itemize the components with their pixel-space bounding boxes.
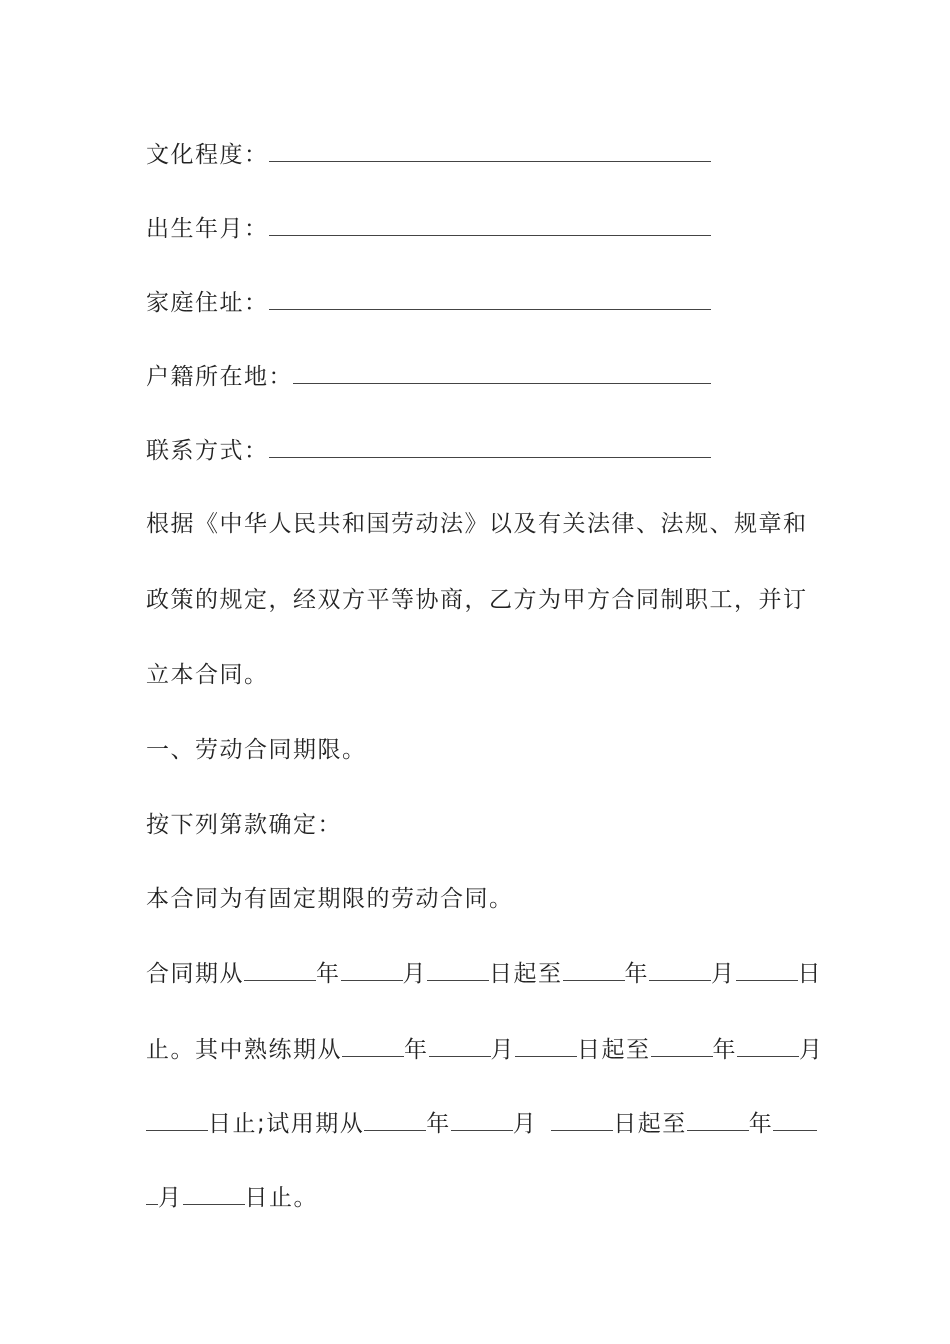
fill-blank[interactable] (269, 435, 711, 458)
fill-blank[interactable] (649, 958, 711, 981)
field-label: 文化程度： (146, 142, 269, 168)
fill-blank[interactable] (427, 958, 489, 981)
fill-blank[interactable] (183, 1182, 245, 1205)
term-line-2 (146, 1034, 824, 1065)
term-text: 止。 (146, 1037, 195, 1063)
term-line-1 (146, 958, 822, 989)
fill-blank[interactable] (773, 1108, 817, 1131)
section-intro: 按下列第款确定： (146, 812, 342, 838)
term-text: 年 (748, 1111, 774, 1137)
preamble-line: 根据《中华人民共和国劳动法》以及有关法律、法规、规章和 (146, 511, 808, 537)
fill-blank[interactable] (687, 1108, 749, 1131)
fill-blank[interactable] (269, 287, 711, 310)
fill-blank[interactable] (736, 958, 798, 981)
fill-blank[interactable] (269, 139, 711, 162)
fill-blank[interactable] (563, 958, 625, 981)
fill-blank[interactable] (146, 1108, 208, 1131)
term-text: ;试用期从 (257, 1111, 365, 1137)
fill-blank[interactable] (364, 1108, 426, 1131)
preamble-line: 政策的规定，经双方平等协商，乙方为甲方合同制职工，并订 (146, 587, 808, 613)
term-text: 年 (426, 1111, 451, 1137)
fill-blank[interactable] (341, 958, 403, 981)
term-text: 月 (711, 961, 736, 987)
term-line-3 (146, 1108, 817, 1139)
field-label: 家庭住址： (146, 290, 269, 316)
term-text: 合同期从 (146, 961, 244, 987)
field-contact (146, 435, 711, 466)
field-household-registration (146, 361, 711, 392)
term-text: 年 (316, 961, 341, 987)
term-text: 年 (624, 961, 649, 987)
fill-blank[interactable] (551, 1108, 613, 1131)
field-label: 出生年月： (146, 216, 269, 242)
field-label: 户籍所在地： (146, 364, 293, 390)
field-home-address (146, 287, 711, 318)
term-text: 月 (158, 1185, 183, 1211)
field-education (146, 139, 711, 170)
fill-blank[interactable] (269, 213, 711, 236)
fill-blank[interactable] (244, 958, 316, 981)
fill-blank[interactable] (737, 1034, 799, 1057)
term-text: 月 (799, 1037, 824, 1063)
preamble-line: 立本合同。 (146, 662, 269, 688)
fill-blank[interactable] (429, 1034, 491, 1057)
fill-blank[interactable] (342, 1034, 404, 1057)
term-text: 月 (402, 961, 427, 987)
term-text: 其中熟练期从 (195, 1037, 342, 1063)
section-heading: 一、劳动合同期限。 (146, 737, 367, 763)
term-text: 日止。 (244, 1185, 318, 1211)
field-label: 联系方式： (146, 438, 269, 464)
fill-blank[interactable] (293, 361, 711, 384)
term-text: 年 (404, 1037, 429, 1063)
fill-blank[interactable] (451, 1108, 513, 1131)
term-line-4 (146, 1182, 318, 1213)
term-text: 年 (712, 1037, 737, 1063)
term-text: 月 (490, 1037, 515, 1063)
field-birth-date (146, 213, 711, 244)
term-text: 月 (512, 1111, 538, 1137)
term-text: 日起至 (613, 1111, 687, 1137)
fixed-term-statement: 本合同为有固定期限的劳动合同。 (146, 886, 514, 912)
term-text: 日起至 (489, 961, 563, 987)
term-text: 日 (797, 961, 822, 987)
fill-blank[interactable] (515, 1034, 577, 1057)
fill-blank[interactable] (146, 1182, 158, 1205)
term-text: 日止 (208, 1111, 257, 1137)
term-text: 日起至 (577, 1037, 651, 1063)
fill-blank[interactable] (651, 1034, 713, 1057)
